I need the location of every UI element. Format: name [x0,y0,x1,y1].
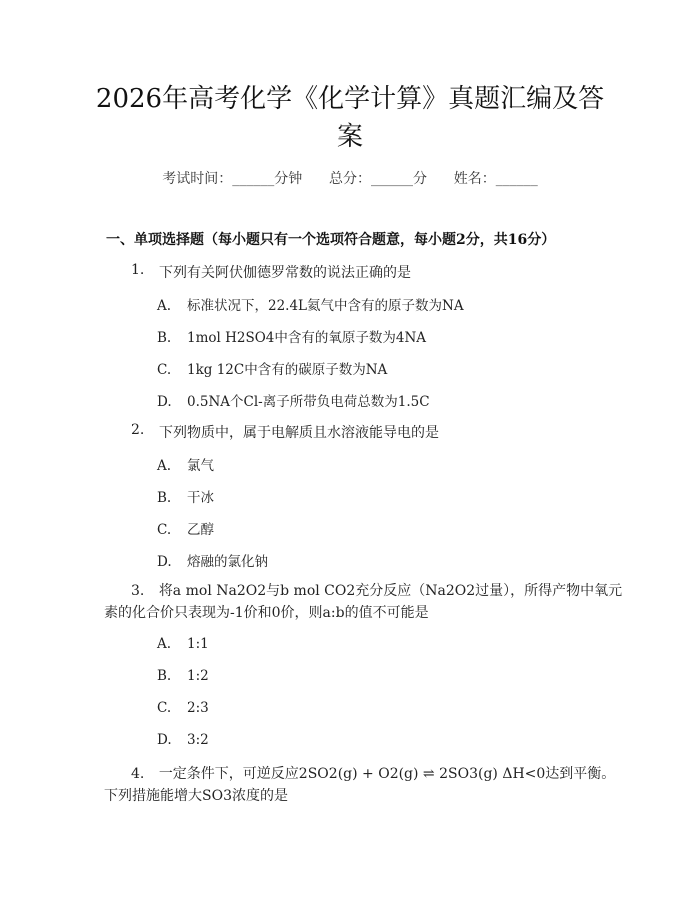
exam-info-line: 考试时间：______分钟 总分：______分 姓名：______ [162,171,538,187]
option-letter: B. [157,490,172,506]
question-number: 3. [131,583,145,599]
option-text: 1:1 [187,636,209,652]
option-text: 干冰 [187,490,214,506]
question-stem-line-2: 素的化合价只表现为-1价和0价，则a:b的值不可能是 [104,605,429,621]
option-1a [157,294,464,314]
option-text: 3:2 [187,732,209,748]
option-3c [157,700,209,716]
question-number: 2. [131,422,145,438]
question-stem: 下列物质中，属于电解质且水溶液能导电的是 [159,425,439,441]
option-letter: A. [157,636,172,652]
option-letter: D. [157,394,172,410]
option-letter: B. [157,330,172,346]
option-letter: B. [157,668,172,684]
question-3-line-1 [104,580,623,602]
option-text: 1:2 [187,668,209,684]
option-text: 2:3 [187,700,209,716]
option-text: 1mol H2SO4中含有的氧原子数为4NA [187,330,427,346]
option-2b [157,486,214,506]
page-title [60,80,640,156]
question-4-line-1 [104,763,616,785]
option-3a [157,636,209,652]
option-1c [157,358,387,378]
option-3b [157,668,209,684]
option-text: 0.5NA个Cl-离子所带负电荷总数为1.5C [187,394,430,410]
title-line-1: 2026年高考化学《化学计算》真题汇编及答 [95,84,605,114]
question-3 [104,580,623,624]
option-text: 1kg 12C中含有的碳原子数为NA [187,362,388,378]
option-2a [157,454,214,474]
option-1b [157,326,426,346]
option-2c [157,518,214,538]
option-1d [157,390,430,410]
question-stem-line-1: 将a mol Na2O2与b mol CO2充分反应（Na2O2过量），所得产物中氧元 [158,583,623,599]
option-letter: D. [157,554,172,570]
option-text: 熔融的氯化钠 [187,554,268,570]
question-stem-line-1: 一定条件下，可逆反应2SO2(g) + O2(g) ⇌ 2SO3(g) ΔH<0达到平衡。 [158,766,616,782]
option-letter: A. [157,298,172,314]
question-stem-line-2: 下列措施能增大SO3浓度的是 [104,788,288,804]
option-text: 氯气 [187,458,214,474]
option-letter: C. [157,700,172,716]
question-4 [104,763,616,807]
option-letter: C. [157,362,172,378]
option-text: 标准状况下，22.4L氦气中含有的原子数为NA [187,298,464,314]
question-number: 1. [131,262,145,278]
option-letter: A. [157,458,172,474]
option-letter: D. [157,732,172,748]
option-text: 乙醇 [187,522,214,538]
question-stem: 下列有关阿伏伽德罗常数的说法正确的是 [159,265,411,281]
section-heading: 一、单项选择题（每小题只有一个选项符合题意，每小题2分，共16分） [106,232,556,248]
question-number: 4. [131,766,145,782]
title-line-2: 案 [336,122,363,152]
option-2d [157,550,268,570]
option-3d [157,732,209,748]
option-letter: C. [157,522,172,538]
